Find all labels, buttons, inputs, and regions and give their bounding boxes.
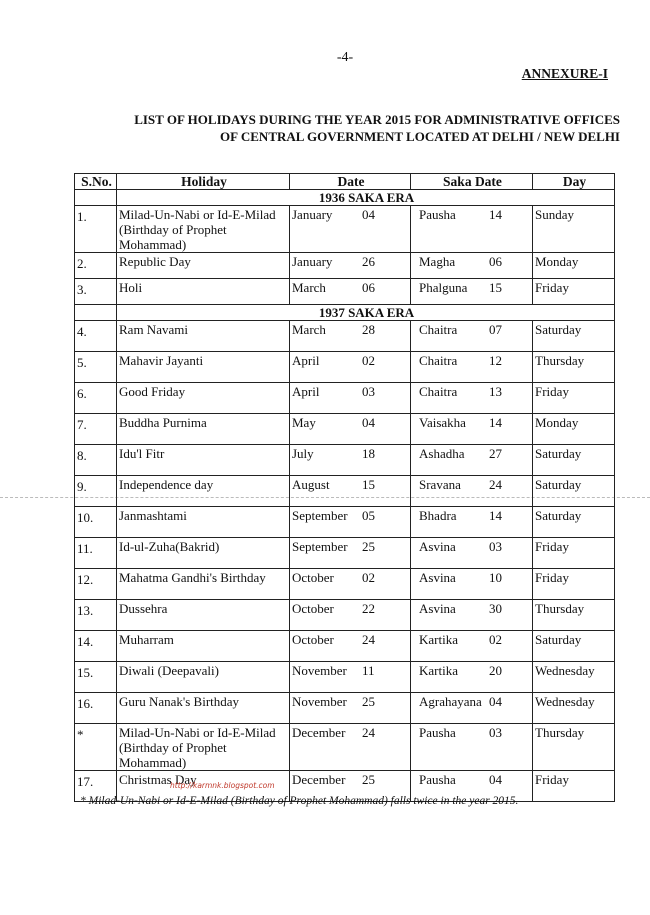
- table-row: [75, 445, 615, 476]
- date-day: 25: [362, 694, 375, 709]
- holiday-name: Idu'l Fitr: [117, 445, 290, 476]
- date-month: April: [292, 353, 320, 368]
- era-label: 1936 SAKA ERA: [117, 190, 615, 206]
- table-row: [75, 538, 615, 569]
- saka-day: 04: [489, 772, 502, 787]
- saka-day: 13: [489, 384, 502, 399]
- date-day: 11: [362, 663, 375, 678]
- era-row: [75, 305, 615, 321]
- date-cell: [290, 321, 411, 352]
- date-day: 03: [362, 384, 375, 399]
- date-month: December: [292, 725, 346, 740]
- saka-day: 10: [489, 570, 502, 585]
- serial-number: 6.: [75, 383, 117, 414]
- saka-date-cell: [411, 724, 533, 771]
- date-day: 06: [362, 280, 375, 295]
- saka-day: 27: [489, 446, 502, 461]
- saka-month: Asvina: [419, 539, 456, 554]
- document-title: [60, 111, 620, 145]
- saka-date-cell: [411, 352, 533, 383]
- table-row: [75, 383, 615, 414]
- table-row: [75, 724, 615, 771]
- saka-day: 15: [489, 280, 502, 295]
- saka-date-cell: [411, 383, 533, 414]
- saka-month: Vaisakha: [419, 415, 466, 430]
- saka-day: 02: [489, 632, 502, 647]
- date-cell: [290, 206, 411, 253]
- date-day: 28: [362, 322, 375, 337]
- date-cell: [290, 445, 411, 476]
- holiday-name: Holi: [117, 279, 290, 305]
- saka-month: Kartika: [419, 663, 458, 678]
- date-month: October: [292, 632, 334, 647]
- saka-day: 06: [489, 254, 502, 269]
- saka-month: Asvina: [419, 570, 456, 585]
- date-cell: [290, 507, 411, 538]
- date-cell: [290, 352, 411, 383]
- date-day: 15: [362, 477, 375, 492]
- table-row: [75, 693, 615, 724]
- weekday: Saturday: [533, 507, 615, 538]
- saka-date-cell: [411, 538, 533, 569]
- holiday-name: Muharram: [117, 631, 290, 662]
- weekday: Saturday: [533, 476, 615, 507]
- holiday-name: Mahatma Gandhi's Birthday: [117, 569, 290, 600]
- saka-day: 20: [489, 663, 502, 678]
- date-cell: [290, 662, 411, 693]
- date-month: September: [292, 539, 348, 554]
- saka-date-cell: [411, 600, 533, 631]
- weekday: Friday: [533, 538, 615, 569]
- saka-date-cell: [411, 662, 533, 693]
- header-saka-date: Saka Date: [411, 174, 533, 190]
- saka-month: Chaitra: [419, 322, 458, 337]
- date-month: May: [292, 415, 316, 430]
- holiday-name: Republic Day: [117, 253, 290, 279]
- saka-month: Kartika: [419, 632, 458, 647]
- header-date: Date: [290, 174, 411, 190]
- saka-day: 07: [489, 322, 502, 337]
- table-row: [75, 352, 615, 383]
- weekday: Saturday: [533, 445, 615, 476]
- serial-number: *: [75, 724, 117, 771]
- weekday: Saturday: [533, 321, 615, 352]
- date-month: November: [292, 663, 347, 678]
- weekday: Saturday: [533, 631, 615, 662]
- era-label: 1937 SAKA ERA: [117, 305, 615, 321]
- era-row: [75, 190, 615, 206]
- weekday: Friday: [533, 279, 615, 305]
- date-month: October: [292, 601, 334, 616]
- page-number: -4-: [336, 50, 354, 65]
- weekday: Friday: [533, 383, 615, 414]
- date-cell: [290, 600, 411, 631]
- table-row: [75, 507, 615, 538]
- date-day: 18: [362, 446, 375, 461]
- holiday-name: Ram Navami: [117, 321, 290, 352]
- saka-date-cell: [411, 321, 533, 352]
- serial-number: 11.: [75, 538, 117, 569]
- saka-month: Pausha: [419, 207, 456, 222]
- weekday: Wednesday: [533, 662, 615, 693]
- saka-day: 24: [489, 477, 502, 492]
- saka-month: Chaitra: [419, 353, 458, 368]
- date-month: April: [292, 384, 320, 399]
- serial-number: 1.: [75, 206, 117, 253]
- serial-number: 3.: [75, 279, 117, 305]
- saka-day: 14: [489, 508, 502, 523]
- saka-day: 12: [489, 353, 502, 368]
- serial-number: 16.: [75, 693, 117, 724]
- date-cell: [290, 693, 411, 724]
- date-month: December: [292, 772, 346, 787]
- date-month: August: [292, 477, 330, 492]
- date-day: 22: [362, 601, 375, 616]
- date-cell: [290, 383, 411, 414]
- holiday-name: Independence day: [117, 476, 290, 507]
- saka-month: Magha: [419, 254, 456, 269]
- date-cell: [290, 724, 411, 771]
- table-row: [75, 476, 615, 507]
- weekday: Friday: [533, 569, 615, 600]
- saka-date-cell: [411, 569, 533, 600]
- date-month: October: [292, 570, 334, 585]
- date-month: July: [292, 446, 314, 461]
- weekday: Wednesday: [533, 693, 615, 724]
- table-row: [75, 662, 615, 693]
- date-month: November: [292, 694, 347, 709]
- saka-month: Pausha: [419, 772, 456, 787]
- date-cell: [290, 279, 411, 305]
- saka-day: 03: [489, 539, 502, 554]
- date-day: 04: [362, 415, 375, 430]
- saka-date-cell: [411, 693, 533, 724]
- saka-month: Agrahayana: [419, 694, 482, 709]
- header-sno: S.No.: [75, 174, 117, 190]
- date-day: 02: [362, 353, 375, 368]
- weekday: Thursday: [533, 724, 615, 771]
- serial-number: 12.: [75, 569, 117, 600]
- saka-day: 14: [489, 207, 502, 222]
- table-row: [75, 321, 615, 352]
- weekday: Monday: [533, 253, 615, 279]
- weekday: Thursday: [533, 600, 615, 631]
- holiday-name: Id-ul-Zuha(Bakrid): [117, 538, 290, 569]
- saka-date-cell: [411, 445, 533, 476]
- saka-month: Asvina: [419, 601, 456, 616]
- saka-day: 30: [489, 601, 502, 616]
- serial-number: 9.: [75, 476, 117, 507]
- holiday-name: Mahavir Jayanti: [117, 352, 290, 383]
- holiday-name: Good Friday: [117, 383, 290, 414]
- saka-day: 03: [489, 725, 502, 740]
- date-cell: [290, 476, 411, 507]
- table-row: [75, 569, 615, 600]
- serial-number: 4.: [75, 321, 117, 352]
- saka-day: 04: [489, 694, 502, 709]
- date-cell: [290, 414, 411, 445]
- date-day: 25: [362, 539, 375, 554]
- annexure-label: ANNEXURE-I: [521, 66, 608, 81]
- table-row: [75, 279, 615, 305]
- saka-month: Phalguna: [419, 280, 468, 295]
- table-row: [75, 206, 615, 253]
- date-day: 02: [362, 570, 375, 585]
- saka-date-cell: [411, 631, 533, 662]
- saka-month: Chaitra: [419, 384, 458, 399]
- serial-number: 2.: [75, 253, 117, 279]
- serial-number: 5.: [75, 352, 117, 383]
- holiday-name: Buddha Purnima: [117, 414, 290, 445]
- holiday-name: Dussehra: [117, 600, 290, 631]
- saka-date-cell: [411, 414, 533, 445]
- weekday: Thursday: [533, 352, 615, 383]
- holiday-name: Guru Nanak's Birthday: [117, 693, 290, 724]
- date-day: 04: [362, 207, 375, 222]
- holiday-name: Milad-Un-Nabi or Id-E-Milad (Birthday of Prophet Mohammad): [117, 724, 290, 771]
- saka-date-cell: [411, 476, 533, 507]
- serial-number: 17.: [75, 771, 117, 802]
- serial-number: 13.: [75, 600, 117, 631]
- date-cell: [290, 538, 411, 569]
- serial-number: 14.: [75, 631, 117, 662]
- date-month: January: [292, 207, 333, 222]
- saka-date-cell: [411, 507, 533, 538]
- saka-date-cell: [411, 279, 533, 305]
- serial-number: 7.: [75, 414, 117, 445]
- date-day: 26: [362, 254, 375, 269]
- date-day: 05: [362, 508, 375, 523]
- serial-number: 10.: [75, 507, 117, 538]
- saka-day: 14: [489, 415, 502, 430]
- serial-number: 15.: [75, 662, 117, 693]
- date-cell: [290, 253, 411, 279]
- saka-month: Ashadha: [419, 446, 465, 461]
- watermark-url: http://karmnk.blogspot.com: [170, 781, 275, 790]
- table-row: [75, 414, 615, 445]
- table-header-row: [75, 174, 615, 190]
- title-line-2: OF CENTRAL GOVERNMENT LOCATED AT DELHI / NEW DELHI: [220, 129, 620, 144]
- holiday-name: Christmas Day: [117, 771, 290, 802]
- saka-month: Sravana: [419, 477, 461, 492]
- header-holiday: Holiday: [117, 174, 290, 190]
- weekday: Friday: [533, 771, 615, 802]
- saka-month: Bhadra: [419, 508, 457, 523]
- holiday-name: Diwali (Deepavali): [117, 662, 290, 693]
- date-day: 24: [362, 725, 375, 740]
- weekday: Sunday: [533, 206, 615, 253]
- title-line-1: LIST OF HOLIDAYS DURING THE YEAR 2015 FOR ADMINISTRATIVE OFFICES: [134, 112, 620, 127]
- date-day: 25: [362, 772, 375, 787]
- date-day: 24: [362, 632, 375, 647]
- date-month: January: [292, 254, 333, 269]
- holiday-table: [74, 173, 615, 802]
- date-cell: [290, 631, 411, 662]
- saka-month: Pausha: [419, 725, 456, 740]
- serial-number: 8.: [75, 445, 117, 476]
- footnote: * Milad-Un-Nabi or Id-E-Milad (Birthday of Prophet Mohammad) falls twice in the year 2015.: [80, 795, 519, 807]
- weekday: Monday: [533, 414, 615, 445]
- date-month: September: [292, 508, 348, 523]
- table-row: [75, 253, 615, 279]
- date-month: March: [292, 322, 326, 337]
- date-cell: [290, 569, 411, 600]
- header-day: Day: [533, 174, 615, 190]
- table-row: [75, 631, 615, 662]
- saka-date-cell: [411, 206, 533, 253]
- holiday-name: Milad-Un-Nabi or Id-E-Milad (Birthday of Prophet Mohammad): [117, 206, 290, 253]
- saka-date-cell: [411, 253, 533, 279]
- holiday-name: Janmashtami: [117, 507, 290, 538]
- date-month: March: [292, 280, 326, 295]
- table-row: [75, 600, 615, 631]
